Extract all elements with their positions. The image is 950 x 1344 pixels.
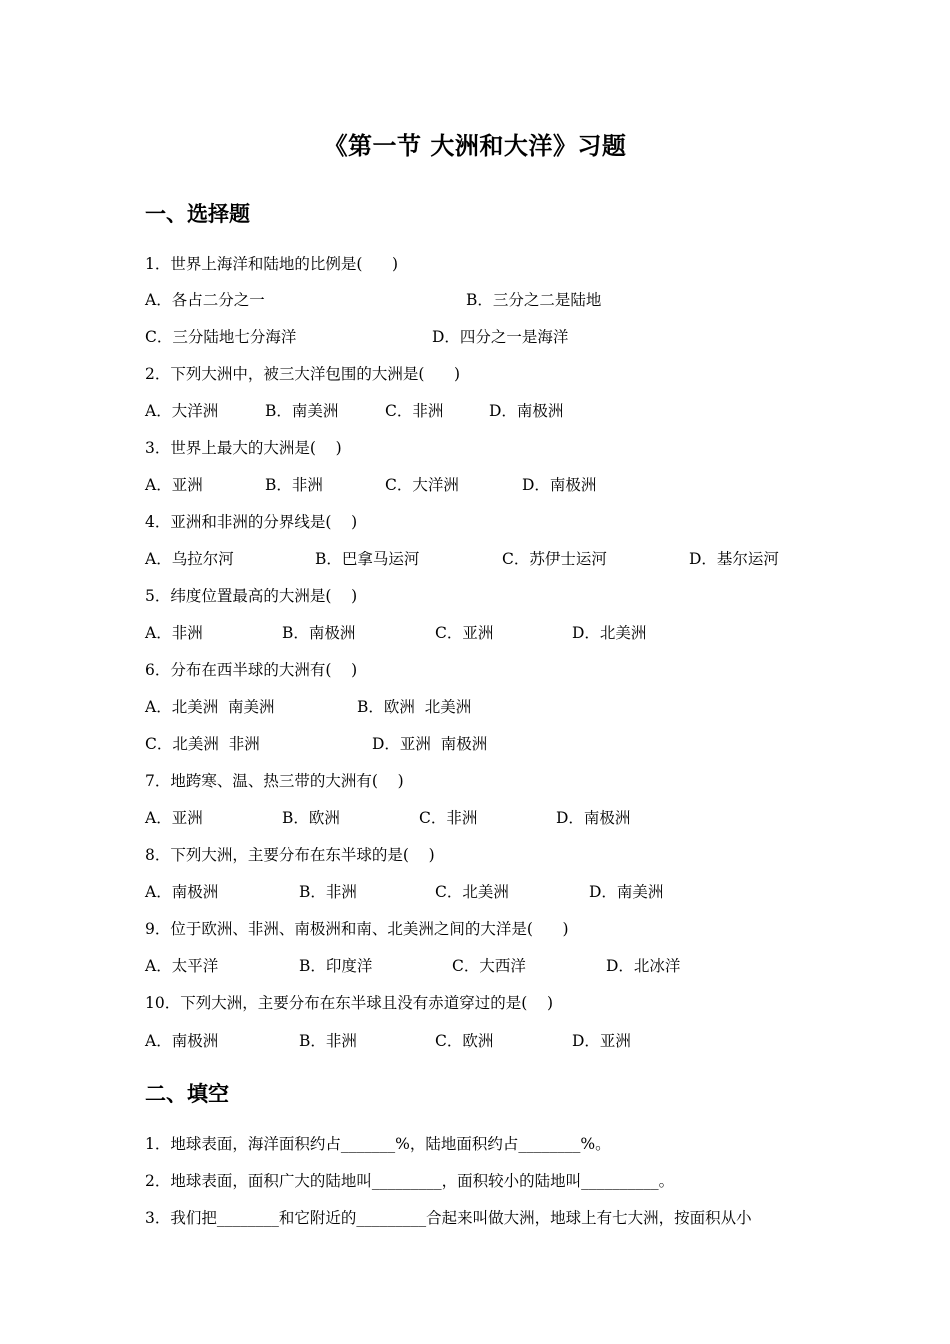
question-9: 9．位于欧洲、非洲、南极洲和南、北美洲之间的大洋是( ) xyxy=(145,920,569,938)
q2-option-c: C．非洲 xyxy=(385,402,444,420)
q5-option-b: B．南极洲 xyxy=(282,624,356,642)
section-heading-fill: 二、填空 xyxy=(145,1082,229,1106)
q9-option-b: B．印度洋 xyxy=(299,957,373,975)
section-heading-choice: 一、选择题 xyxy=(145,202,250,226)
q10-option-b: B．非洲 xyxy=(299,1032,357,1050)
q4-option-b: B．巴拿马运河 xyxy=(315,550,420,568)
q2-option-b: B．南美洲 xyxy=(265,402,339,420)
q9-option-c: C．大西洋 xyxy=(452,957,526,975)
question-7: 7．地跨寒、温、热三带的大洲有( ) xyxy=(145,772,404,790)
question-8: 8．下列大洲，主要分布在东半球的是( ) xyxy=(145,846,435,864)
q6-option-d: D．亚洲 南极洲 xyxy=(372,735,488,753)
q8-option-c: C．北美洲 xyxy=(435,883,509,901)
q1-option-d: D．四分之一是海洋 xyxy=(432,328,569,346)
q2-option-a: A．大洋洲 xyxy=(145,402,219,420)
q7-option-a: A．亚洲 xyxy=(145,809,203,827)
q3-option-a: A．亚洲 xyxy=(145,476,203,494)
fill-question-2: 2．地球表面，面积广大的陆地叫_________，面积较小的陆地叫__________。 xyxy=(145,1172,675,1190)
q5-option-d: D．北美洲 xyxy=(572,624,647,642)
q8-option-a: A．南极洲 xyxy=(145,883,219,901)
fill-question-3: 3．我们把________和它附近的_________合起来叫做大洲，地球上有七大洲，按面积从小 xyxy=(145,1209,752,1227)
q3-option-c: C．大洋洲 xyxy=(385,476,459,494)
q4-option-c: C．苏伊士运河 xyxy=(502,550,607,568)
fill-question-1: 1．地球表面，海洋面积约占_______%，陆地面积约占________%。 xyxy=(145,1135,611,1153)
question-1: 1．世界上海洋和陆地的比例是( ) xyxy=(145,255,399,273)
question-5: 5．纬度位置最高的大洲是( ) xyxy=(145,587,358,605)
q6-option-c: C．北美洲 非洲 xyxy=(145,735,260,753)
q8-option-d: D．南美洲 xyxy=(589,883,664,901)
question-4: 4．亚洲和非洲的分界线是( ) xyxy=(145,513,358,531)
page-title: 《第一节 大洲和大洋》习题 xyxy=(323,132,627,160)
q8-option-b: B．非洲 xyxy=(299,883,357,901)
q6-option-b: B．欧洲 北美洲 xyxy=(357,698,472,716)
q1-option-c: C．三分陆地七分海洋 xyxy=(145,328,297,346)
q9-option-a: A．太平洋 xyxy=(145,957,219,975)
q1-option-a: A．各占二分之一 xyxy=(145,291,265,309)
q3-option-d: D．南极洲 xyxy=(522,476,597,494)
q6-option-a: A．北美洲 南美洲 xyxy=(145,698,275,716)
q4-option-a: A．乌拉尔河 xyxy=(145,550,234,568)
q5-option-c: C．亚洲 xyxy=(435,624,494,642)
q10-option-d: D．亚洲 xyxy=(572,1032,631,1050)
question-10: 10．下列大洲，主要分布在东半球且没有赤道穿过的是( ) xyxy=(145,994,554,1012)
q1-option-b: B．三分之二是陆地 xyxy=(466,291,602,309)
q4-option-d: D．基尔运河 xyxy=(689,550,779,568)
q7-option-d: D．南极洲 xyxy=(556,809,631,827)
q9-option-d: D．北冰洋 xyxy=(606,957,681,975)
question-2: 2．下列大洲中，被三大洋包围的大洲是( ) xyxy=(145,365,461,383)
q10-option-a: A．南极洲 xyxy=(145,1032,219,1050)
q5-option-a: A．非洲 xyxy=(145,624,203,642)
q3-option-b: B．非洲 xyxy=(265,476,323,494)
q7-option-c: C．非洲 xyxy=(419,809,478,827)
q7-option-b: B．欧洲 xyxy=(282,809,340,827)
question-3: 3．世界上最大的大洲是( ) xyxy=(145,439,342,457)
q2-option-d: D．南极洲 xyxy=(489,402,564,420)
q10-option-c: C．欧洲 xyxy=(435,1032,494,1050)
question-6: 6．分布在西半球的大洲有( ) xyxy=(145,661,358,679)
